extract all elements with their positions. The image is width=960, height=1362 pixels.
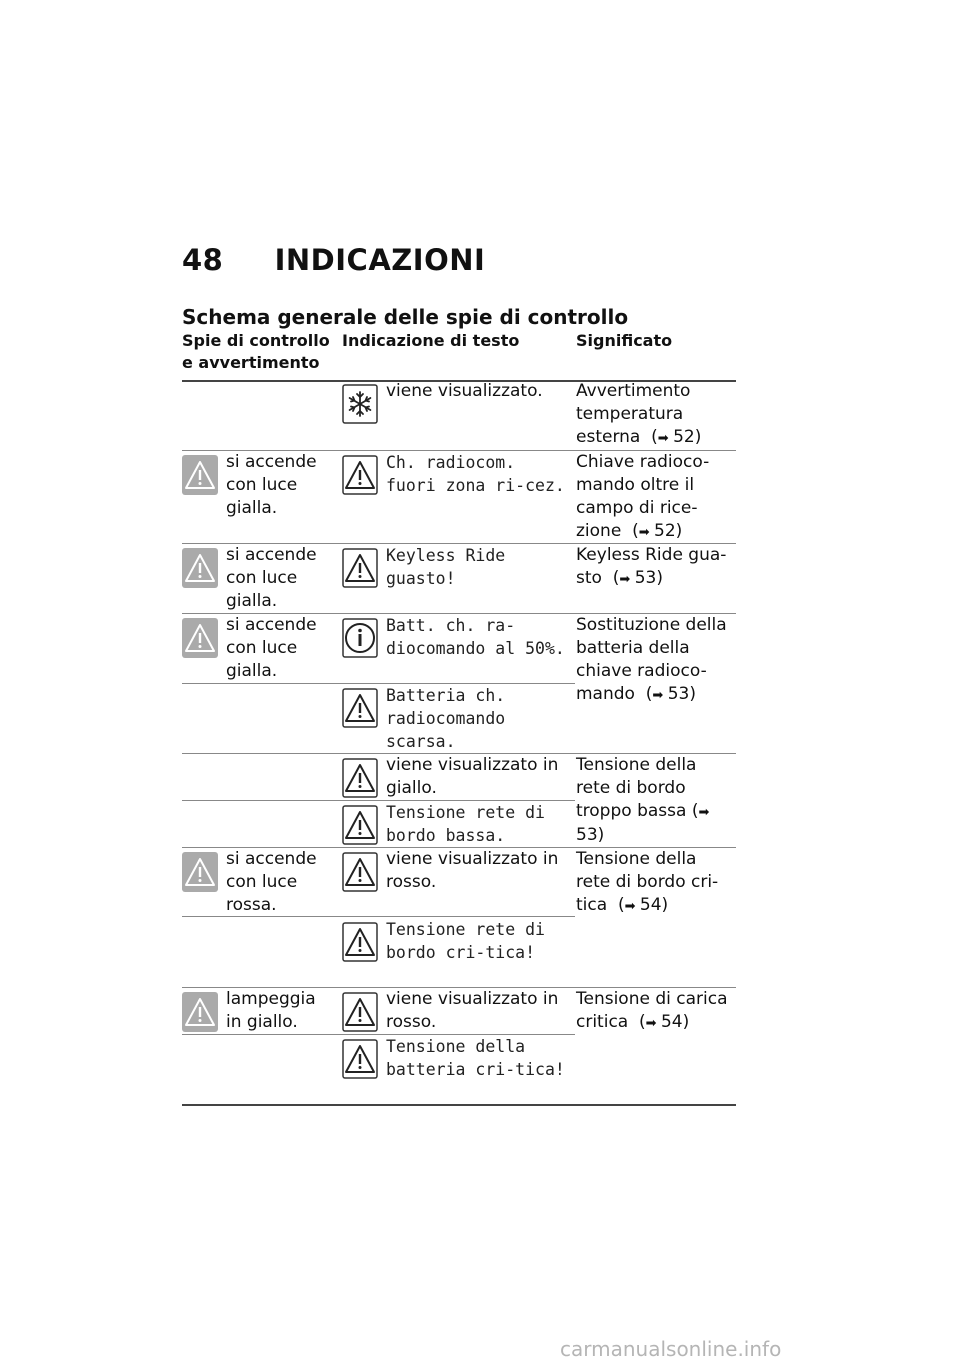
- light-state: si accende con luce gialla.: [226, 545, 317, 611]
- meaning-text: Tensione di carica critica: [576, 989, 728, 1032]
- meaning: Chiave radioco-mando oltre il campo di rice-zione (➡ 52): [576, 452, 710, 541]
- display-message: Batteria ch. radiocomando scarsa.: [386, 686, 506, 751]
- column-header-meaning: Significato: [576, 331, 673, 350]
- snowflake-icon: [342, 384, 378, 424]
- arrow-right-icon: ➡: [657, 431, 668, 446]
- warning-light-icon: [182, 852, 218, 892]
- arrow-right-icon: ➡: [638, 525, 649, 540]
- page-reference[interactable]: 53): [634, 568, 663, 588]
- meaning: Tensione della rete di bordo troppo bassa (➡ 53): [576, 755, 709, 845]
- warning-triangle-icon: [342, 548, 378, 588]
- display-message: Tensione rete di bordo cri-tica!: [386, 920, 545, 962]
- warning-triangle-icon: [342, 758, 378, 798]
- text-indication: viene visualizzato in rosso.: [386, 989, 559, 1032]
- warning-triangle-icon: [342, 992, 378, 1032]
- display-message: Ch. radiocom. fuori zona ri-cez.: [386, 453, 565, 495]
- text-indication: viene visualizzato in rosso.: [386, 849, 559, 892]
- warning-triangle-icon: [342, 805, 378, 845]
- warning-triangle-icon: [342, 1039, 378, 1079]
- table-bottom-rule: [182, 1104, 736, 1106]
- column-header-line: Spie di controllo: [182, 331, 330, 350]
- section-title: Schema generale delle spie di controllo: [182, 305, 629, 329]
- light-state: si accende con luce gialla.: [226, 615, 317, 681]
- warning-light-icon: [182, 548, 218, 588]
- warning-triangle-icon: [342, 922, 378, 962]
- page-reference[interactable]: 52): [673, 427, 702, 447]
- light-state: lampeggia in giallo.: [226, 989, 316, 1032]
- page-reference[interactable]: 53): [576, 825, 605, 845]
- meaning: Keyless Ride gua-sto (➡ 53): [576, 545, 727, 588]
- warning-triangle-icon: [342, 455, 378, 495]
- meaning-text: Chiave radioco-mando oltre il campo di rice-zione: [576, 452, 710, 541]
- meaning-text: Tensione della rete di bordo troppo bassa: [576, 755, 697, 821]
- page-header: [182, 243, 485, 277]
- warning-light-icon: [182, 618, 218, 658]
- page-reference[interactable]: 52): [654, 521, 683, 541]
- info-icon: [342, 618, 378, 658]
- display-message: Tensione della batteria cri-tica!: [386, 1037, 565, 1079]
- meaning-text: Keyless Ride gua-sto: [576, 545, 727, 588]
- meaning: Sostituzione della batteria della chiave radioco-mando (➡ 53): [576, 615, 727, 704]
- page-reference[interactable]: 53): [667, 684, 696, 704]
- display-message: Batt. ch. ra-diocomando al 50%.: [386, 616, 565, 658]
- warning-triangle-icon: [342, 852, 378, 892]
- arrow-right-icon: ➡: [619, 572, 630, 587]
- arrow-right-icon: ➡: [624, 899, 635, 914]
- warning-light-icon: [182, 455, 218, 495]
- meaning: Tensione della rete di bordo cri-tica (➡ 54): [576, 849, 719, 915]
- column-header-text-indication: Indicazione di testo: [342, 331, 520, 350]
- light-state: si accende con luce rossa.: [226, 849, 317, 915]
- light-state: si accende con luce gialla.: [226, 452, 317, 518]
- meaning-text: Avvertimento temperatura esterna: [576, 381, 691, 447]
- watermark: carmanualsonline.info: [560, 1337, 782, 1361]
- display-message: Tensione rete di bordo bassa.: [386, 803, 545, 845]
- page-reference[interactable]: 54): [660, 1012, 690, 1032]
- page-reference[interactable]: 54): [639, 895, 669, 915]
- meaning: Tensione di carica critica (➡ 54): [576, 989, 728, 1032]
- warning-light-icon: [182, 992, 218, 1032]
- meaning: Avvertimento temperatura esterna (➡ 52): [576, 381, 702, 447]
- text-indication: viene visualizzato in giallo.: [386, 755, 559, 798]
- column-header-warning-lights: [182, 330, 332, 374]
- meaning-text: Sostituzione della batteria della chiave radioco-mando: [576, 615, 727, 704]
- meaning-text: Tensione della rete di bordo cri-tica: [576, 849, 719, 915]
- arrow-right-icon: ➡: [698, 805, 709, 820]
- page-number: 48: [182, 243, 224, 277]
- text-indication: viene visualizzato.: [386, 381, 543, 401]
- display-message: Keyless Ride guasto!: [386, 546, 506, 588]
- chapter-title: INDICAZIONI: [274, 243, 486, 277]
- arrow-right-icon: ➡: [645, 1016, 656, 1031]
- column-header-line: e avvertimento: [182, 353, 320, 372]
- warning-triangle-icon: [342, 688, 378, 728]
- arrow-right-icon: ➡: [652, 688, 663, 703]
